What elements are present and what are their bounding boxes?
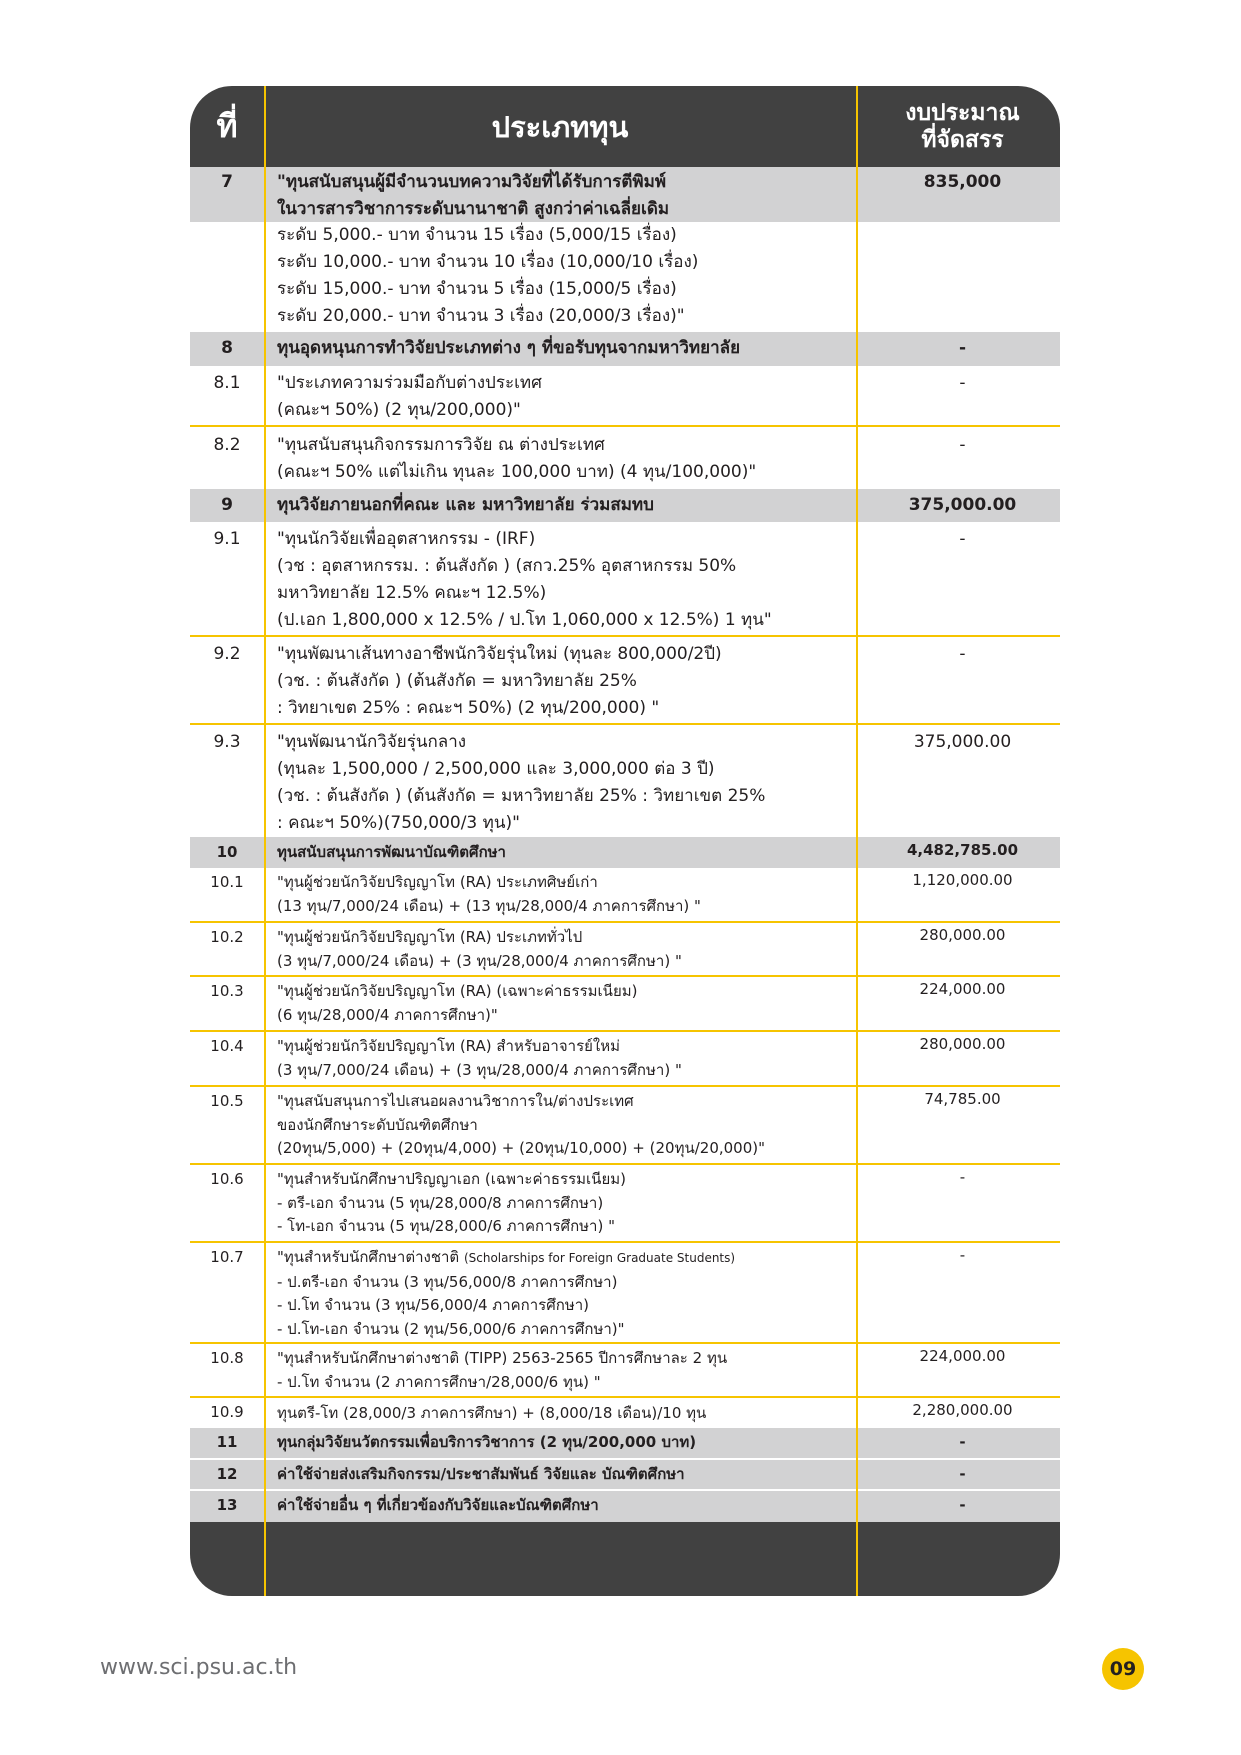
row-no: 10.1 (210, 873, 244, 891)
row-budget: - (959, 1496, 966, 1514)
row-desc: "ทุนสนับสนุนกิจกรรมการวิจัย ณ ต่างประเทศ (คณะฯ 50% แต่ไม่เกิน ทุนละ 100,000 บาท) (4 ทุน/100,000)" (277, 435, 757, 482)
table-row (190, 868, 1060, 923)
row-desc: ทุนสนับสนุนการพัฒนาบัณฑิตศึกษา (277, 843, 506, 861)
row-budget: - (959, 644, 966, 664)
row-desc: ทุนกลุ่มวิจัยนวัตกรรมเพื่อบริการวิชาการ (2 ทุน/200,000 บาท) (277, 1433, 697, 1451)
row-budget: - (959, 1465, 966, 1483)
table-row (190, 332, 1060, 366)
row-no: 9 (221, 495, 233, 515)
row-desc: ค่าใช้จ่ายส่งเสริมกิจกรรม/ประชาสัมพันธ์ วิจัยและ บัณฑิตศึกษา (277, 1465, 685, 1483)
row-no: 9.1 (213, 529, 241, 549)
row-budget: 2,280,000.00 (912, 1401, 1013, 1419)
row-desc: ทุนตรี-โท (28,000/3 ภาคการศึกษา) + (8,000/18 เดือน)/10 ทุน (277, 1404, 707, 1422)
row-no: 12 (216, 1465, 238, 1483)
row-no: 10 (216, 843, 238, 861)
row-no: 9.3 (213, 732, 241, 752)
row-budget: 375,000.00 (913, 732, 1012, 752)
row-budget: 835,000 (923, 172, 1002, 192)
table-row (190, 837, 1060, 868)
row-no: 8.2 (213, 435, 241, 455)
row-no: 10.7 (210, 1248, 244, 1266)
row-desc-lines: - ป.ตรี-เอก จำนวน (3 ทุน/56,000/8 ภาคการศึกษา) - ป.โท จำนวน (3 ทุน/56,000/4 ภาคการศึกษา) - ป.โท-เอก จำนวน (2 ทุน/56,000/6 ภาคการศึกษา)" (277, 1272, 625, 1338)
row-desc: "ทุนผู้ช่วยนักวิจัยปริญญาโท (RA) สำหรับอาจารย์ใหม่ (3 ทุน/7,000/24 เดือน) + (3 ทุน/28,000/4 ภาคการศึกษา) " (277, 1037, 682, 1079)
row-budget: 280,000.00 (919, 926, 1006, 944)
row-budget: - (959, 529, 966, 549)
table-row (190, 1491, 1060, 1522)
row-desc: "ทุนสำหรับนักศึกษาต่างชาติ (TIPP) 2563-2565 ปีการศึกษาละ 2 ทุน - ป.โท จำนวน (2 ภาคการศึกษา/28,000/6 ทุน) " (277, 1349, 728, 1391)
row-budget: - (959, 1246, 966, 1264)
row-budget: - (959, 373, 966, 393)
row-budget: 224,000.00 (919, 1347, 1006, 1365)
row-budget: 224,000.00 (919, 980, 1006, 998)
row-desc: "ทุนผู้ช่วยนักวิจัยปริญญาโท (RA) (เฉพาะค่าธรรมเนียม) (6 ทุน/28,000/4 ภาคการศึกษา)" (277, 982, 638, 1024)
budget-table (190, 86, 1060, 1596)
row-no: 8 (221, 338, 233, 358)
table-header (190, 86, 1060, 167)
row-desc: "ทุนพัฒนานักวิจัยรุ่นกลาง (ทุนละ 1,500,000 / 2,500,000 และ 3,000,000 ต่อ 3 ปี) (วช. : ต้นสังกัด ) (ต้นสังกัด = มหาวิทยาลัย 25% : วิทยาเขต 25% : คณะฯ 50%)(750,000/3 ทุน)" (277, 732, 766, 833)
row-no: 10.6 (210, 1170, 244, 1188)
row-no: 9.2 (213, 644, 241, 664)
table-row (190, 167, 1060, 222)
row-no: 10.5 (210, 1092, 244, 1110)
table-row (190, 1165, 1060, 1243)
table-row (190, 222, 1060, 332)
row-no: 7 (221, 172, 233, 192)
row-no: 11 (216, 1433, 238, 1451)
page-number: 09 (1102, 1648, 1144, 1690)
column-divider (264, 86, 266, 1596)
table-row (190, 522, 1060, 637)
row-desc-note: (Scholarships for Foreign Graduate Students) (463, 1251, 736, 1265)
row-desc: "ทุนสนับสนุนผู้มีจำนวนบทความวิจัยที่ได้รับการตีพิมพ์ ในวารสารวิชาการระดับนานาชาติ สูงกว่าค่าเฉลี่ยเดิม (277, 172, 670, 219)
table-row (190, 1398, 1060, 1428)
row-desc: ระดับ 5,000.- บาท จำนวน 15 เรื่อง (5,000/15 เรื่อง) ระดับ 10,000.- บาท จำนวน 10 เรื่อง (10,000/10 เรื่อง) ระดับ 15,000.- บาท จำนวน 5 เรื่อง (15,000/5 เรื่อง) ระดับ 20,000.- บาท จำนวน 3 เรื่อง (20,000/3 เรื่อง)" (277, 225, 699, 326)
header-budget: งบประมาณ ที่จัดสรร (905, 99, 1020, 153)
table-row (190, 1344, 1060, 1398)
table-row (190, 725, 1060, 837)
row-no: 10.4 (210, 1037, 244, 1055)
table-row (190, 1032, 1060, 1087)
row-desc: ค่าใช้จ่ายอื่น ๆ ที่เกี่ยวข้องกับวิจัยและบัณฑิตศึกษา (277, 1496, 599, 1514)
table-row (190, 427, 1060, 489)
row-budget: - (959, 1433, 966, 1451)
header-type: ประเภททุน (491, 109, 629, 144)
row-budget: 74,785.00 (924, 1090, 1001, 1108)
header-no: ที่ (216, 107, 238, 145)
row-budget: 375,000.00 (908, 495, 1017, 515)
row-no: 10.2 (210, 928, 244, 946)
table-row (190, 977, 1060, 1032)
row-desc: "ทุนนักวิจัยเพื่ออุตสาหกรรม - (IRF) (วช : อุตสาหกรรม. : ต้นสังกัด ) (สกว.25% อุตสาหกรรม 50% มหาวิทยาลัย 12.5% คณะฯ 12.5%) (ป.เอก 1,800,000 x 12.5% / ป.โท 1,060,000 x 12.5%) 1 ทุน" (277, 529, 772, 630)
table-row (190, 1428, 1060, 1460)
table-row (190, 1460, 1060, 1491)
row-desc: "ทุนพัฒนาเส้นทางอาชีพนักวิจัยรุ่นใหม่ (ทุนละ 800,000/2ปี) (วช. : ต้นสังกัด ) (ต้นสังกัด = มหาวิทยาลัย 25% : วิทยาเขต 25% : คณะฯ 50%) (2 ทุน/200,000) " (277, 644, 722, 718)
row-budget: - (959, 435, 966, 455)
row-no: 8.1 (213, 373, 241, 393)
table-row (190, 1087, 1060, 1165)
table-row (190, 637, 1060, 725)
website-url[interactable]: www.sci.psu.ac.th (100, 1655, 298, 1680)
row-no: 13 (216, 1496, 238, 1514)
row-budget: 4,482,785.00 (906, 841, 1019, 859)
row-desc: "ประเภทความร่วมมือกับต่างประเทศ (คณะฯ 50%) (2 ทุน/200,000)" (277, 373, 542, 420)
row-no: 10.3 (210, 982, 244, 1000)
row-budget: - (958, 338, 967, 358)
table-footer-bar (190, 1522, 1060, 1596)
row-desc: "ทุนสนับสนุนการไปเสนอผลงานวิชาการใน/ต่างประเทศ ของนักศึกษาระดับบัณฑิตศึกษา (20ทุน/5,000) + (20ทุน/4,000) + (20ทุน/10,000) + (20ทุน/20,000)" (277, 1092, 766, 1157)
row-desc: "ทุนสำหรับนักศึกษาปริญญาเอก (เฉพาะค่าธรรมเนียม) - ตรี-เอก จำนวน (5 ทุน/28,000/8 ภาคการศึกษา) - โท-เอก จำนวน (5 ทุน/28,000/6 ภาคการศึกษา) " (277, 1170, 626, 1235)
table-row (190, 1243, 1060, 1344)
row-desc: ทุนวิจัยภายนอกที่คณะ และ มหาวิทยาลัย ร่วมสมทบ (277, 495, 654, 515)
row-desc: "ทุนผู้ช่วยนักวิจัยปริญญาโท (RA) ประเภทศิษย์เก่า (13 ทุน/7,000/24 เดือน) + (13 ทุน/28,000/4 ภาคการศึกษา) " (277, 873, 701, 915)
row-budget: 280,000.00 (919, 1035, 1006, 1053)
table-row (190, 366, 1060, 427)
row-budget: - (959, 1168, 966, 1186)
row-budget: 1,120,000.00 (912, 871, 1013, 889)
row-no: 10.9 (210, 1403, 244, 1421)
table-row (190, 489, 1060, 522)
row-no: 10.8 (210, 1349, 244, 1367)
row-desc (277, 1246, 857, 1341)
row-desc: ทุนอุดหนุนการทำวิจัยประเภทต่าง ๆ ที่ขอรับทุนจากมหาวิทยาลัย (277, 338, 741, 358)
table-row (190, 923, 1060, 977)
column-divider (856, 86, 858, 1596)
row-desc: "ทุนผู้ช่วยนักวิจัยปริญญาโท (RA) ประเภททั่วไป (3 ทุน/7,000/24 เดือน) + (3 ทุน/28,000/4 ภาคการศึกษา) " (277, 928, 682, 970)
row-desc-title: "ทุนสำหรับนักศึกษาต่างชาติ (277, 1248, 464, 1266)
